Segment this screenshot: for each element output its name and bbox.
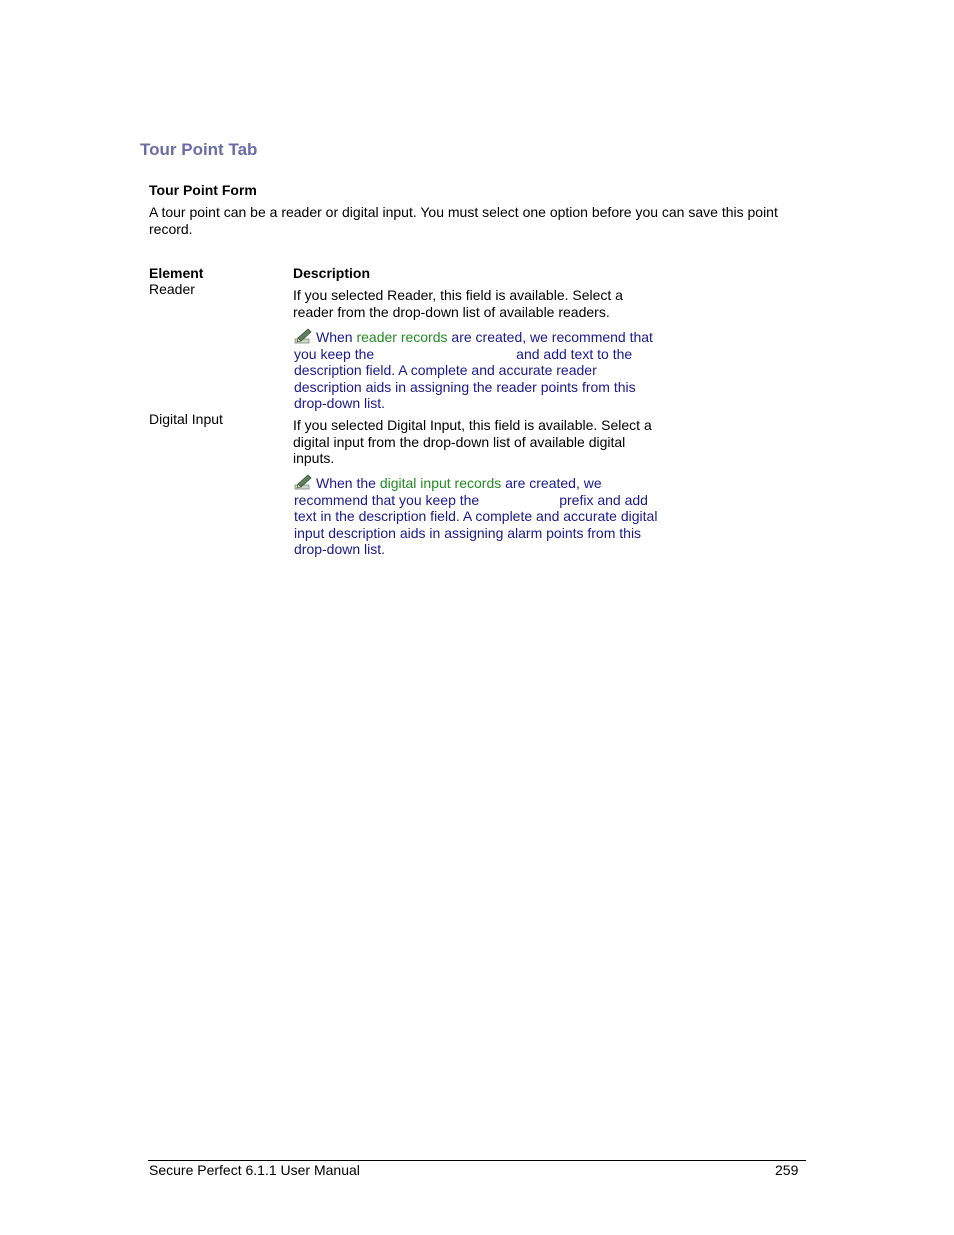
form-title: Tour Point Form [149,182,257,198]
element-column-header: Element [149,265,204,281]
note-digital-input-part3: prefix and add text in the description field. A complete and accurate digital input description aids in assigning alarm points from this drop-down list. [294,491,658,557]
element-reader: Reader [149,281,195,297]
description-digital-input: If you selected Digital Input, this field is available. Select a digital input from the drop-down list of available digital inputs. [293,417,652,466]
note-digital-input-highlight: digital input records [379,475,502,491]
note-reader-highlight: reader records [356,329,448,345]
footer-manual-title: Secure Perfect 6.1.1 User Manual [149,1162,360,1178]
note-reader-part1: When [316,329,357,345]
section-title: Tour Point Tab [140,140,258,159]
note-digital-input-part2: are created, we recommend that you keep the [294,475,602,508]
intro-paragraph: A tour point can be a reader or digital input. You must select one option before you can save this point record. [149,204,778,237]
footer-divider [148,1160,806,1161]
pencil-note-icon [294,327,314,344]
footer-page-number: 259 [775,1162,799,1178]
note-reader-part3: and add text to the description field. A complete and accurate reader description aids in assigning the reader points from this drop-down list. [294,345,636,411]
note-digital-input-part1: When the [316,475,380,491]
description-reader: If you selected Reader, this field is available. Select a reader from the drop-down list of available readers. [293,287,623,320]
note-digital-input [294,473,664,558]
note-reader-part2: are created, we recommend that you keep the [294,329,653,362]
pencil-note-icon [294,473,314,490]
element-digital-input: Digital Input [149,411,223,427]
note-reader [294,327,664,412]
description-column-header: Description [293,265,371,281]
